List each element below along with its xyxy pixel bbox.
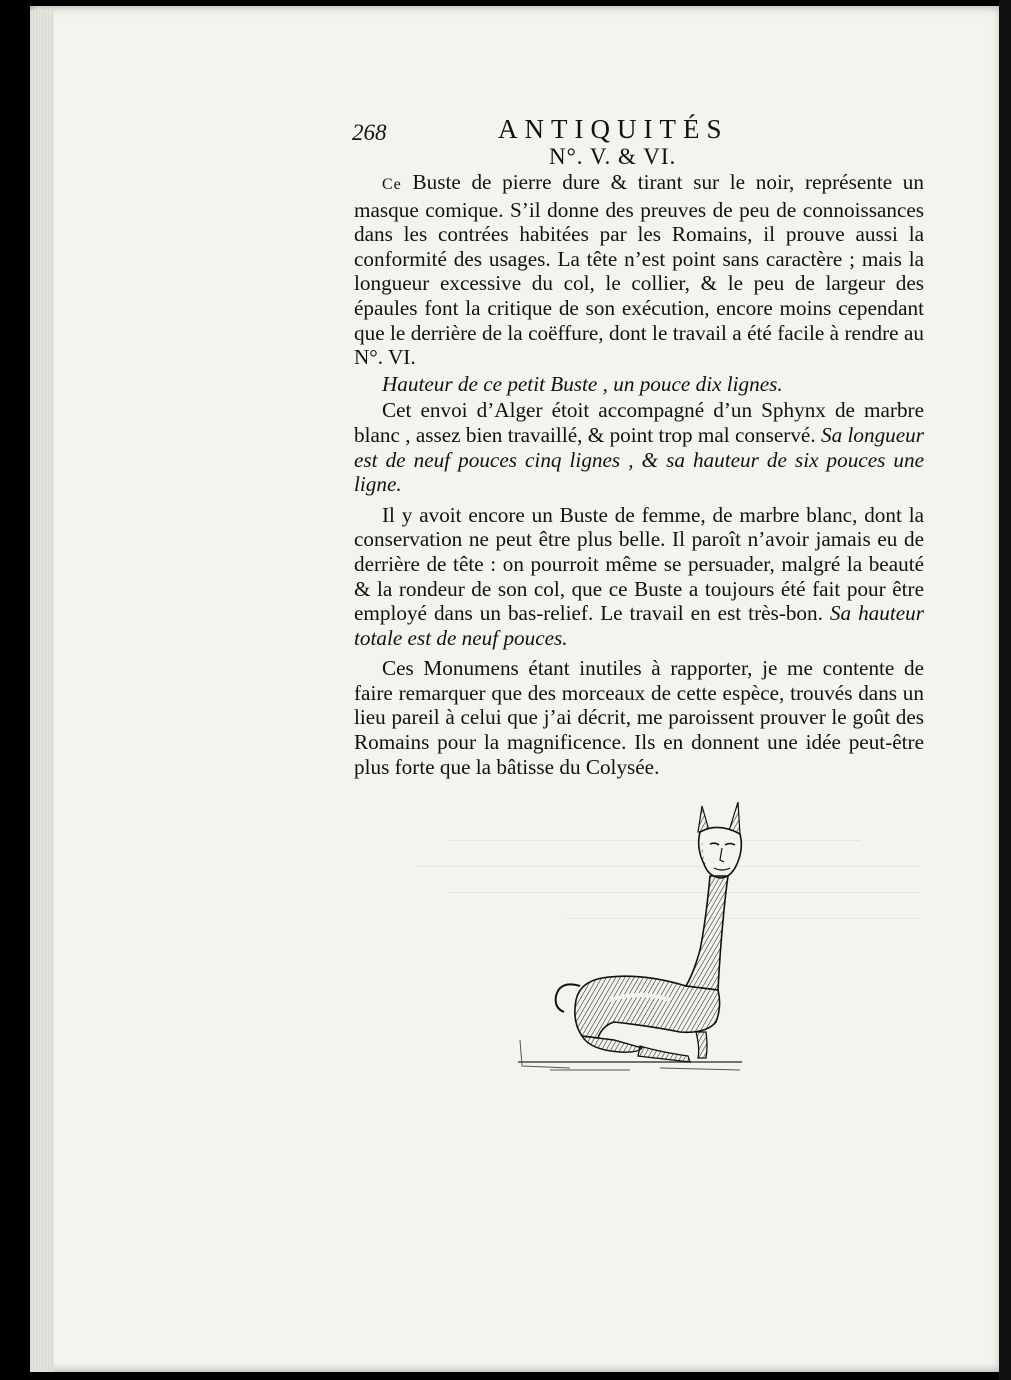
scan-border xyxy=(999,0,1011,1380)
sphinx-engraving-icon xyxy=(510,800,750,1085)
page-number: 268 xyxy=(352,120,387,145)
body-text xyxy=(354,170,924,779)
running-head: ANTIQUITÉS xyxy=(498,114,729,144)
paragraph-text: Cet envoi d’Alger étoit accompagné d’un Sphynx de marbre blanc , assez bien travaillé, & point trop mal conservé. xyxy=(354,398,924,447)
paragraph-dropcap: Ce xyxy=(382,176,402,193)
paragraph xyxy=(354,656,924,779)
paragraph-italic: Sa hauteur totale est de neuf pouces. xyxy=(354,601,924,650)
paragraph-italic: Hauteur de ce petit Buste , un pouce dix lignes. xyxy=(382,371,783,396)
paragraph-italic: Sa longueur est de neuf pouces cinq lignes , & sa hauteur de six pouces une ligne. xyxy=(354,422,924,497)
page-edges xyxy=(30,10,54,1372)
paragraph xyxy=(354,503,924,651)
paragraph-text: Ces Monumens étant inutiles à rapporter, je me contente de faire remarquer que des morceaux de cette espèce, trouvés dans un lieu pareil à celui que j’ai décrit, me paroissent prouver le goût des Romains pour la magnificence. Ils en donnent une idée peut-être plus forte que la bâtisse du Colysée. xyxy=(354,656,924,779)
paragraph xyxy=(354,372,924,397)
section-heading: N°. V. & VI. xyxy=(549,144,677,169)
paragraph xyxy=(354,170,924,370)
paragraph xyxy=(354,398,924,496)
paragraph-text: Il y avoit encore un Buste de femme, de marbre blanc, dont la conservation ne peut être plus belle. Il paroît n’avoir jamais eu de derrière de tête : on pourroit même se persuader, malgré la beauté & la rondeur de son col, que ce Buste a toujours été fait pour être employé dans un bas-relief. Le travail en est très-bon. xyxy=(354,502,924,626)
paragraph-text: Buste de pierre dure & tirant sur le noir, représente un masque comique. S’il donne des preuves de peu de connoissances dans les contrées habitées par les Romains, il prouve aussi la conformité des usages. La tête n’est point sans caractère ; mais la longueur excessive du col, le collier, & le peu de largeur des épaules font la critique de son exécution, encore moins cependant que le derrière de la coëffure, dont le travail a été facile à rendre au N°. VI. xyxy=(354,170,924,370)
